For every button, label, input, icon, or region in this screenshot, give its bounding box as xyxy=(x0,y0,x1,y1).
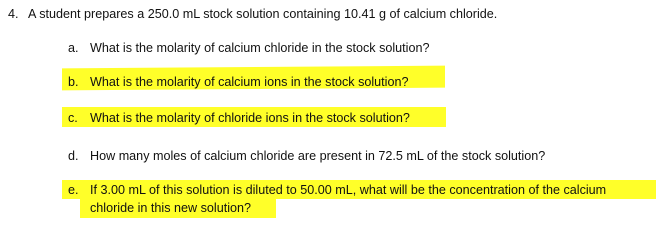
part-e-text-line1: If 3.00 mL of this solution is diluted to 50.00 mL, what will be the concentration of the calcium xyxy=(90,183,607,197)
part-d-text: How many moles of calcium chloride are present in 72.5 mL of the stock solution? xyxy=(90,149,546,163)
part-b-label: b. xyxy=(68,75,79,89)
question-prompt: A student prepares a 250.0 mL stock solution containing 10.41 g of calcium chloride. xyxy=(28,7,498,21)
part-c-text: What is the molarity of chloride ions in the stock solution? xyxy=(90,111,410,125)
part-a-text: What is the molarity of calcium chloride in the stock solution? xyxy=(90,41,430,55)
part-e-text-line2: chloride in this new solution? xyxy=(90,201,252,215)
part-b-text: What is the molarity of calcium ions in the stock solution? xyxy=(90,75,409,89)
part-e-label: e. xyxy=(68,183,79,197)
part-c-label: c. xyxy=(68,111,78,125)
question-number: 4. xyxy=(8,7,19,21)
part-a-label: a. xyxy=(68,41,79,55)
part-d-label: d. xyxy=(68,149,79,163)
